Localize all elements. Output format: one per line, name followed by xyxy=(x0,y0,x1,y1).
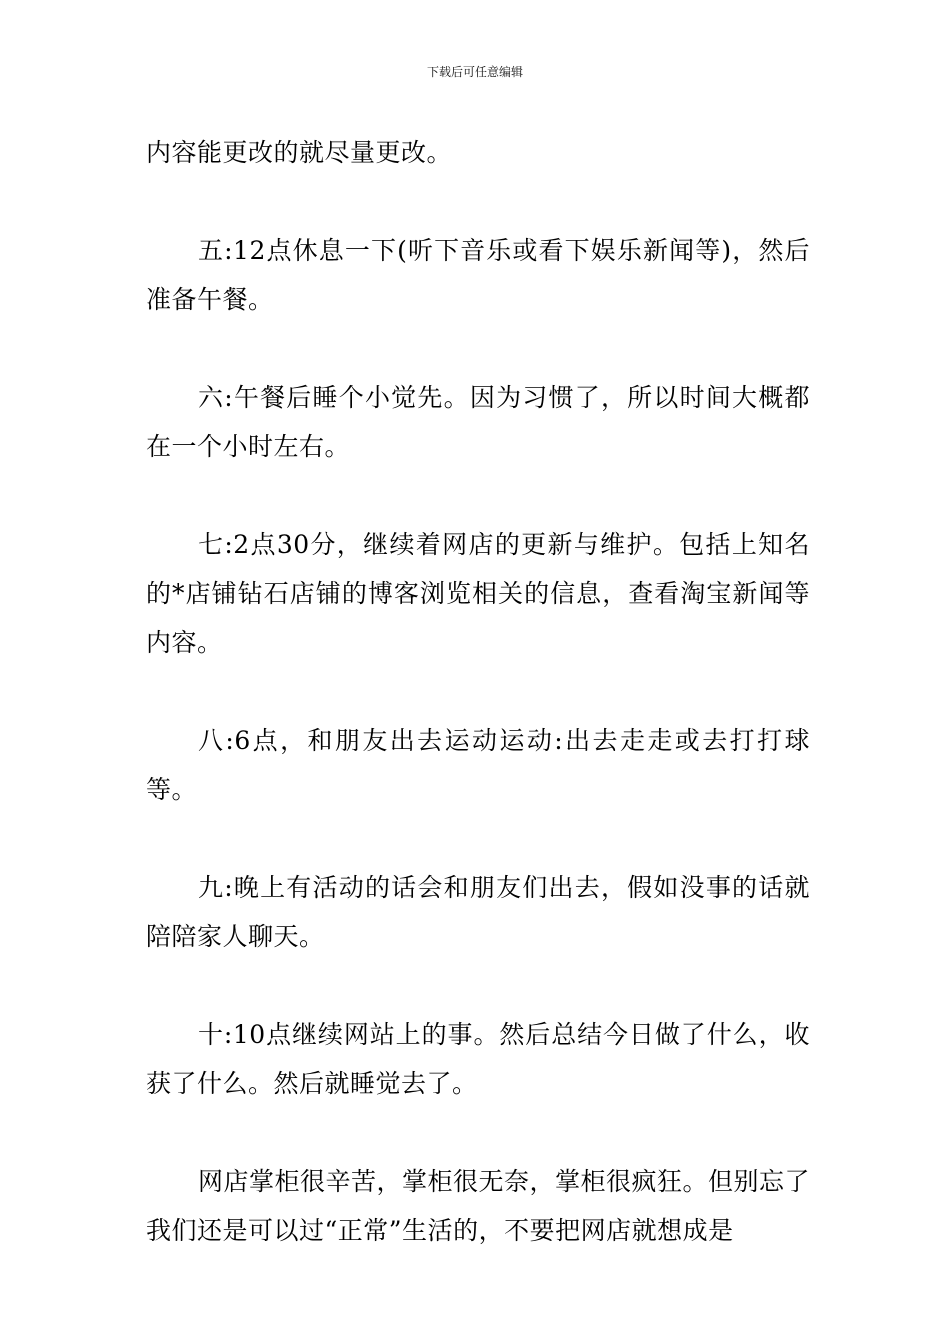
paragraph-gap xyxy=(146,667,810,716)
paragraph-item-6: 六:午餐后睡个小觉先。因为习惯了，所以时间大概都在一个小时左右。 xyxy=(146,383,810,461)
paragraph-gap xyxy=(146,1108,810,1157)
paragraph-gap xyxy=(146,177,810,226)
paragraph-closing: 网店掌柜很辛苦，掌柜很无奈，掌柜很疯狂。但别忘了我们还是可以过“正常”生活的，不要把网店就想成是 xyxy=(146,1167,811,1245)
paragraph-item-9: 九:晚上有活动的话会和朋友们出去，假如没事的话就陪陪家人聊天。 xyxy=(146,873,810,951)
page-header-note: 下载后可任意编辑 xyxy=(426,65,523,79)
paragraph-gap xyxy=(146,814,810,863)
paragraph-gap xyxy=(146,961,810,1010)
paragraph-item-5: 五:12点休息一下(听下音乐或看下娱乐新闻等)，然后准备午餐。 xyxy=(146,236,810,314)
paragraph-item-8: 八:6点，和朋友出去运动运动:出去走走或去打打球等。 xyxy=(146,726,810,804)
paragraph-item-10: 十:10点继续网站上的事。然后总结今日做了什么，收获了什么。然后就睡觉去了。 xyxy=(146,1020,810,1098)
paragraph-gap xyxy=(146,471,810,520)
paragraph-gap xyxy=(146,324,810,373)
document-body xyxy=(146,128,810,1255)
paragraph-continuation: 内容能更改的就尽量更改。 xyxy=(146,138,453,167)
paragraph-item-7: 七:2点30分，继续着网店的更新与维护。包括上知名的*店铺钻石店铺的博客浏览相关的信息，查看淘宝新闻等内容。 xyxy=(146,530,810,657)
